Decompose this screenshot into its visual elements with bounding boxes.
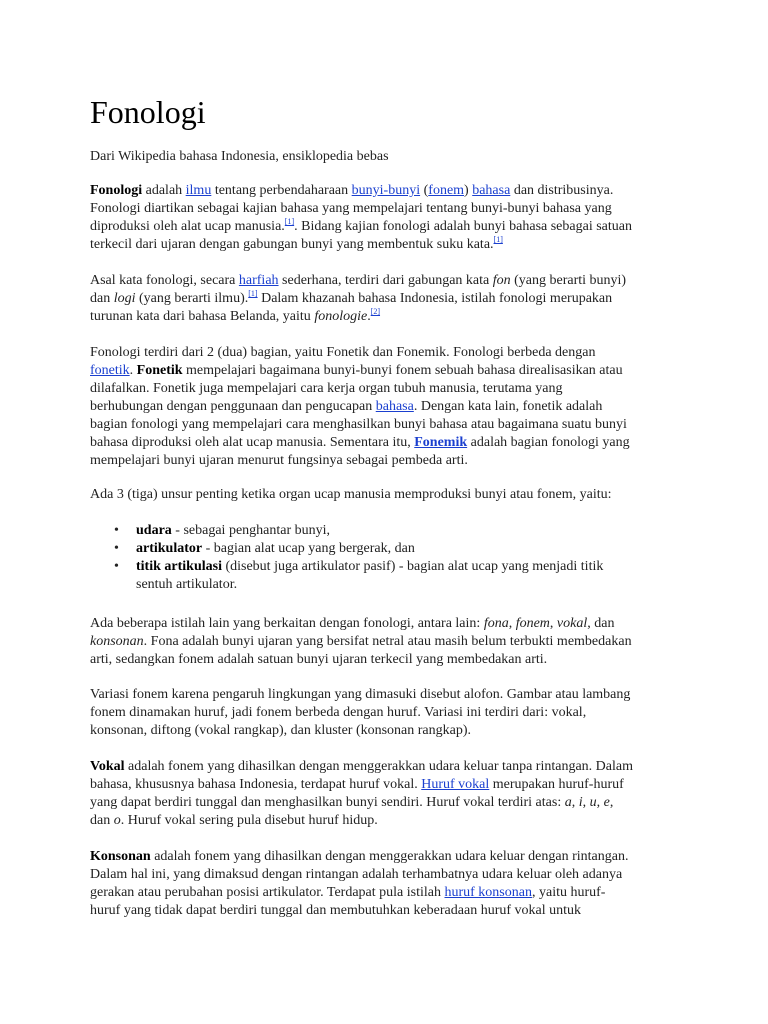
etymology-paragraph: Asal kata fonologi, secara harfiah sederhana, terdiri dari gabungan kata fon (yang berarti bunyi) dan logi (yang berarti ilmu).[1] Dalam khazanah bahasa Indonesia, istilah fonologi merupakan turunan kata dari bahasa Belanda, yaitu fonologie.[2] [90,273,627,324]
reference-link[interactable]: [1] [493,235,503,244]
variation-paragraph: Variasi fonem karena pengaruh lingkungan yang dimasuki disebut alofon. Gambar atau lambang fonem dinamakan huruf, jadi fonem berbeda dengan huruf. Variasi ini terdiri dari: vokal, konsonan, diftong (vokal rangkap), dan kluster (konsonan rangkap). [90,687,631,738]
bullet-icon: • [114,541,119,556]
page-title: Fonologi [90,94,206,130]
konsonan-paragraph: Konsonan adalah fonem yang dihasilkan dengan menggerakkan udara keluar dengan rintangan. Dalam hal ini, yang dimaksud dengan rintangan adalah terhambatnya udara keluar oleh adanya gerakan atau perubahan posisi artikulator. Terdapat pula istilah huruf konsonan, yaitu huruf- huruf yang tidak dapat berdiri tunggal dan membutuhkan keberadaan huruf vokal untuk [90,849,629,918]
link-ilmu[interactable]: ilmu [185,183,212,198]
terms-paragraph: Ada beberapa istilah lain yang berkaitan dengan fonologi, antara lain: fona, fonem, vokal, dan konsonan. Fona adalah bunyi ujaran yang bersifat netral atau masih belum terbukti membedakan arti, sedangkan fonem adalah satuan bunyi ujaran terkecil yang membedakan arti. [90,616,632,667]
term-fonologi: Fonologi [90,183,143,198]
intro-paragraph: Fonologi adalah ilmu tentang perbendaharaan bunyi-bunyi (fonem) bahasa dan distribusinya. Fonologi diartikan sebagai kajian bahasa yang mempelajari tentang bunyi-bunyi bahasa yang diproduksi oleh alat ucap manusia.[1]. Bidang kajian fonologi adalah bunyi bahasa sebagai satuan terkecil dari ujaran dengan gabungan bunyi yang membentuk suku kata.[1] [90,183,632,252]
list-item: • artikulator - bagian alat ucap yang bergerak, dan [114,541,415,556]
elements-list [90,522,680,594]
parts-paragraph: Fonologi terdiri dari 2 (dua) bagian, yaitu Fonetik dan Fonemik. Fonologi berbeda dengan fonetik. Fonetik mempelajari bagaimana bunyi-bunyi fonem sebuah bahasa direalisasikan atau dilafalkan. Fonetik juga mempelajari cara kerja organ tubuh manusia, terutama yang berhubungan dengan penggunaan dan pengucapan bahasa. Dengan kata lain, fonetik adalah bagian fonologi yang mempelajari cara menghasilkan bunyi bahasa atau bagaimana suatu bunyi bahasa diproduksi oleh alat ucap manusia. Sementara itu, Fonemik adalah bagian fonologi yang mempelajari bunyi ujaran menurut fungsinya sebagai pembeda arti. [90,345,630,468]
bullet-icon: • [114,523,119,538]
link-huruf-vokal[interactable]: Huruf vokal [421,777,490,792]
vokal-paragraph: Vokal adalah fonem yang dihasilkan dengan menggerakkan udara keluar tanpa rintangan. Dalam bahasa, khususnya bahasa Indonesia, terdapat huruf vokal. Huruf vokal merupakan huruf-huruf yang dapat berdiri tunggal dan menghasilkan bunyi sendiri. Huruf vokal terdiri atas: a, i, u, e, dan o. Huruf vokal sering pula disebut huruf hidup. [90,759,633,828]
link-harfiah[interactable]: harfiah [238,273,279,288]
link-fonem[interactable]: fonem [428,183,465,198]
link-bunyi-bunyi[interactable]: bunyi-bunyi [351,183,421,198]
link-huruf-konsonan[interactable]: huruf konsonan [444,885,532,900]
list-item: • titik artikulasi (disebut juga artikulator pasif) - bagian alat ucap yang menjadi titik sentuh artikulator. [114,559,604,592]
link-fonemik[interactable]: Fonemik [414,435,468,450]
reference-link[interactable]: [1] [248,289,258,298]
reference-link[interactable]: [2] [370,307,381,316]
link-bahasa-2[interactable]: bahasa [375,399,414,414]
link-bahasa[interactable]: bahasa [472,183,511,198]
bullet-icon: • [114,559,119,574]
link-fonetik[interactable]: fonetik [90,363,130,378]
elements-intro: Ada 3 (tiga) unsur penting ketika organ ucap manusia memproduksi bunyi atau fonem, yaitu: [90,487,612,502]
tagline: Dari Wikipedia bahasa Indonesia, ensiklopedia bebas [90,149,389,164]
reference-link[interactable]: [1] [284,217,295,226]
list-item: • udara - sebagai penghantar bunyi, [114,523,331,538]
